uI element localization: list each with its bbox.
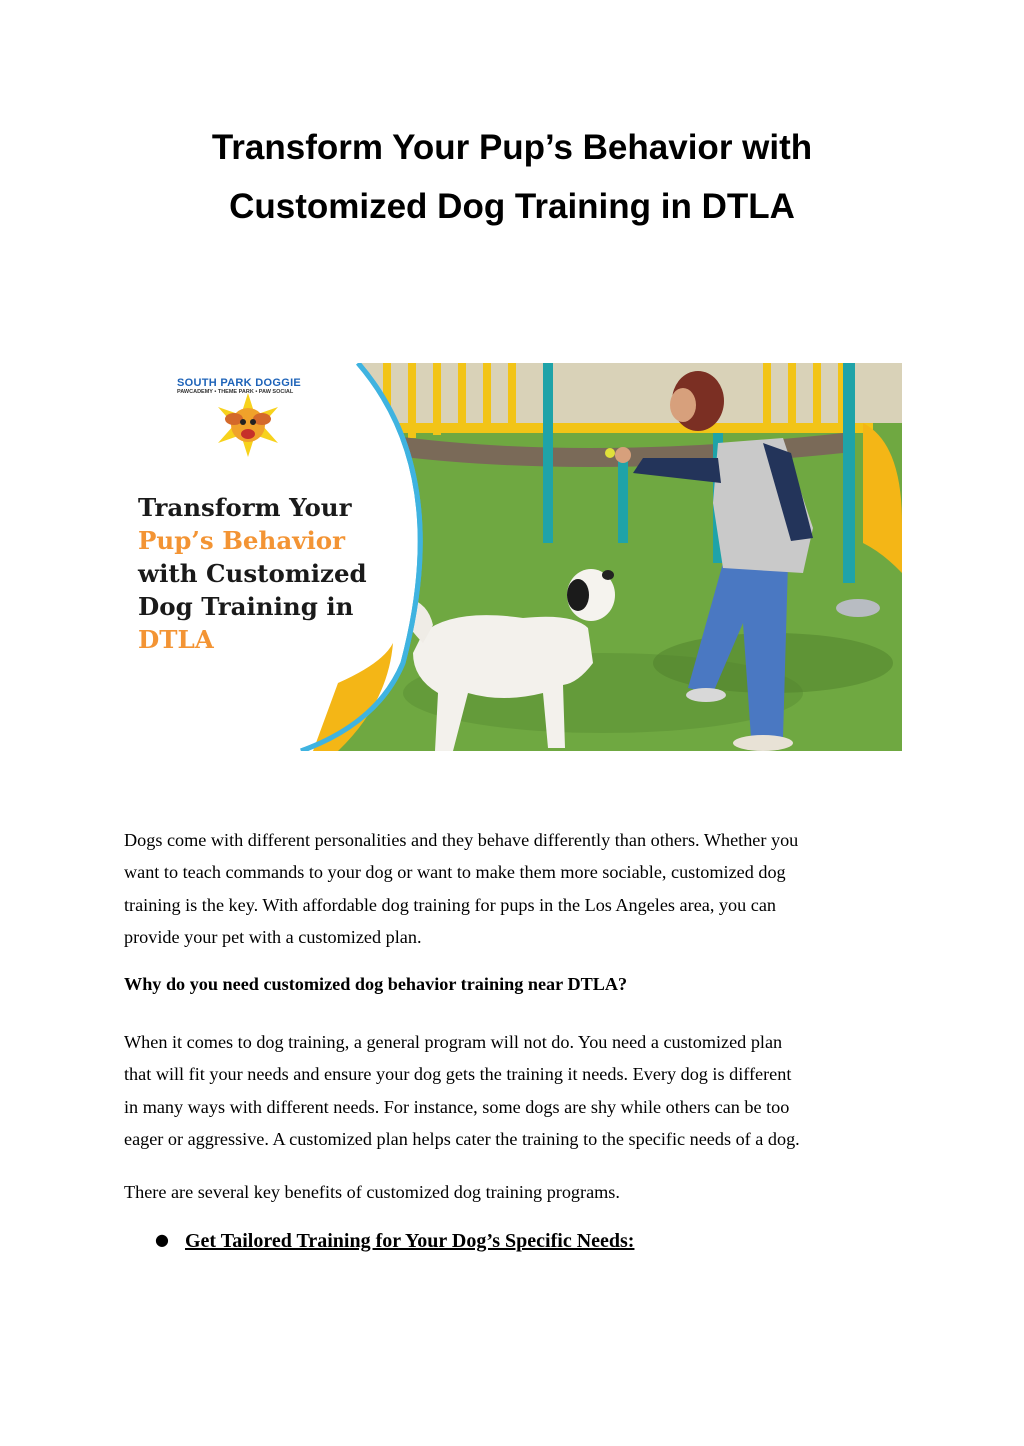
logo-tagline: PAWCADEMY • THEME PARK • PAW SOCIAL <box>177 389 294 395</box>
body-paragraph <box>124 1026 904 1156</box>
banner-headline-line-5: DTLA <box>138 625 214 654</box>
banner-image <box>123 363 902 751</box>
banner-headline <box>138 491 367 656</box>
benefits-intro-text: There are several key benefits of customized dog training programs. <box>124 1182 620 1202</box>
section-heading: Why do you need customized dog behavior training near DTLA? <box>124 974 628 994</box>
body-line-4: eager or aggressive. A customized plan helps cater the training to the specific needs of a dog. <box>124 1129 800 1150</box>
title-line-2: Customized Dog Training in DTLA <box>229 187 795 226</box>
banner-headline-line-2: Pup’s Behavior <box>138 526 345 555</box>
intro-paragraph <box>124 824 904 954</box>
body-line-3: in many ways with different needs. For instance, some dogs are shy while others can be too <box>124 1096 790 1117</box>
intro-line-3: training is the key. With affordable dog training for pups in the Los Angeles area, you can <box>124 894 776 915</box>
page-title <box>0 118 1024 236</box>
intro-line-1: Dogs come with different personalities and they behave differently than others. Whether you <box>124 830 799 850</box>
body-line-1: When it comes to dog training, a general program will not do. You need a customized plan <box>124 1032 783 1052</box>
bullet-item <box>155 1230 634 1253</box>
intro-line-2: want to teach commands to your dog or want to make them more sociable, customized dog <box>124 862 786 883</box>
logo-name: SOUTH PARK DOGGIE <box>177 377 302 389</box>
intro-line-4: provide your pet with a customized plan. <box>124 927 422 948</box>
banner-headline-line-1: Transform Your <box>138 493 352 522</box>
bullet-link[interactable]: Get Tailored Training for Your Dog’s Specific Needs: <box>185 1230 635 1252</box>
benefits-intro <box>124 1176 904 1208</box>
title-line-1: Transform Your Pup’s Behavior with <box>211 128 813 167</box>
bullet-icon: ● <box>155 1230 169 1249</box>
banner-headline-line-4: Dog Training in <box>138 592 354 621</box>
body-line-2: that will fit your needs and ensure your dog gets the training it needs. Every dog is different <box>124 1064 792 1085</box>
banner-headline-line-3: with Customized <box>138 559 367 588</box>
